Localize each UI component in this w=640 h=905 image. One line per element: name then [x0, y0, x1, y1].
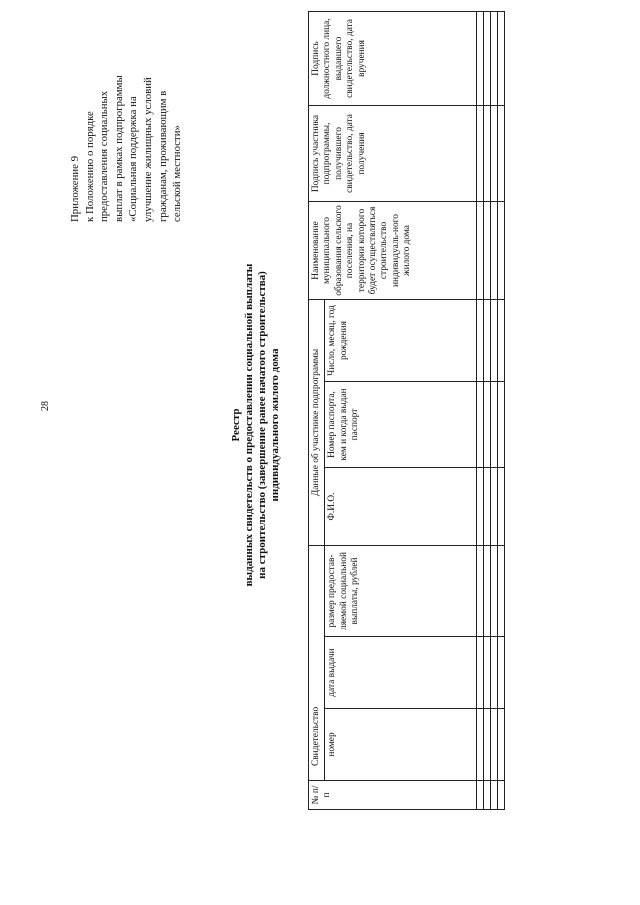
cert-date-header: дата выдачи	[325, 637, 477, 709]
table-cell	[491, 202, 498, 300]
table-cell	[484, 709, 491, 781]
page-number: 28	[40, 401, 51, 411]
table-cell	[491, 781, 498, 810]
table-cell	[477, 382, 484, 468]
table-cell	[491, 709, 498, 781]
sign-official-header: Подпись должностного лица, выдавшего свидетельство, дата вручения	[309, 12, 477, 106]
table-cell	[477, 637, 484, 709]
cert-number-header: номер	[325, 709, 477, 781]
sign-participant-header: Подпись участника подпрограммы, получившего свидетельство, дата получения	[309, 106, 477, 202]
appendix-line: к Положению о порядке	[83, 111, 96, 222]
table-cell	[498, 106, 505, 202]
appendix-line: «Социальная поддержка на	[127, 96, 140, 222]
table-cell	[491, 637, 498, 709]
table-cell	[477, 106, 484, 202]
table-cell	[477, 300, 484, 382]
municipality-header: Наименование муниципального образования сельского поселения, на территории которого будет осуществляться строительство индивидуаль-ного жилого дома	[309, 202, 477, 300]
table-cell	[484, 637, 491, 709]
table-cell	[491, 300, 498, 382]
table-cell	[484, 300, 491, 382]
table-cell	[477, 12, 484, 106]
table-cell	[477, 781, 484, 810]
table-cell	[498, 637, 505, 709]
group-certificate-header: Свидетельство	[309, 546, 325, 781]
appendix-line: выплат в рамках подпрограммы	[112, 75, 125, 222]
table-cell	[477, 468, 484, 546]
table-cell	[477, 546, 484, 637]
appendix-line: Приложение 9	[69, 155, 81, 222]
table-cell	[484, 382, 491, 468]
table-cell	[491, 106, 498, 202]
table-cell	[498, 546, 505, 637]
table-cell	[491, 12, 498, 106]
table-cell	[498, 709, 505, 781]
appendix-line: улучшение жилищных условий	[141, 77, 154, 222]
table-cell	[498, 468, 505, 546]
document-title	[230, 215, 282, 635]
appendix-note	[68, 7, 185, 222]
table-cell	[484, 546, 491, 637]
table-cell	[498, 382, 505, 468]
table-cell	[477, 202, 484, 300]
table-cell	[491, 382, 498, 468]
passport-header: Номер паспорта, кем и когда выдан паспорт	[325, 382, 477, 468]
table-cell	[498, 12, 505, 106]
col-num-header: № п/п	[309, 781, 477, 810]
title-line: на строительство (завершение ранее начатого строительства)	[256, 271, 268, 579]
table-cell	[498, 300, 505, 382]
title-line: индивидуального жилого дома	[269, 348, 281, 502]
register-table	[308, 11, 505, 810]
table-cell	[491, 468, 498, 546]
appendix-line: предоставления социальных	[98, 90, 111, 222]
table-cell	[484, 12, 491, 106]
table-cell	[498, 202, 505, 300]
table-cell	[477, 709, 484, 781]
title-line: Реестр	[230, 408, 242, 442]
table-cell	[484, 781, 491, 810]
table-cell	[491, 546, 498, 637]
table-cell	[484, 106, 491, 202]
table-row	[491, 12, 498, 810]
birth-header: Число, месяц, год рождения	[325, 300, 477, 382]
table-row	[484, 12, 491, 810]
table-cell	[484, 202, 491, 300]
group-participant-header: Данные об участнике подпрограммы	[309, 300, 325, 546]
table-cell	[484, 468, 491, 546]
fio-header: Ф.И.О.	[325, 468, 477, 546]
appendix-line: сельской местности»	[171, 125, 184, 222]
cert-amount-header: размер предостав-ляемой социальной выплаты, рублей	[325, 546, 477, 637]
table-row	[498, 12, 505, 810]
table-cell	[498, 781, 505, 810]
title-line: выданных свидетельств о предоставлении социальной выплаты	[243, 263, 255, 587]
table-row	[477, 12, 484, 810]
appendix-line: гражданам, проживающим в	[156, 90, 169, 222]
